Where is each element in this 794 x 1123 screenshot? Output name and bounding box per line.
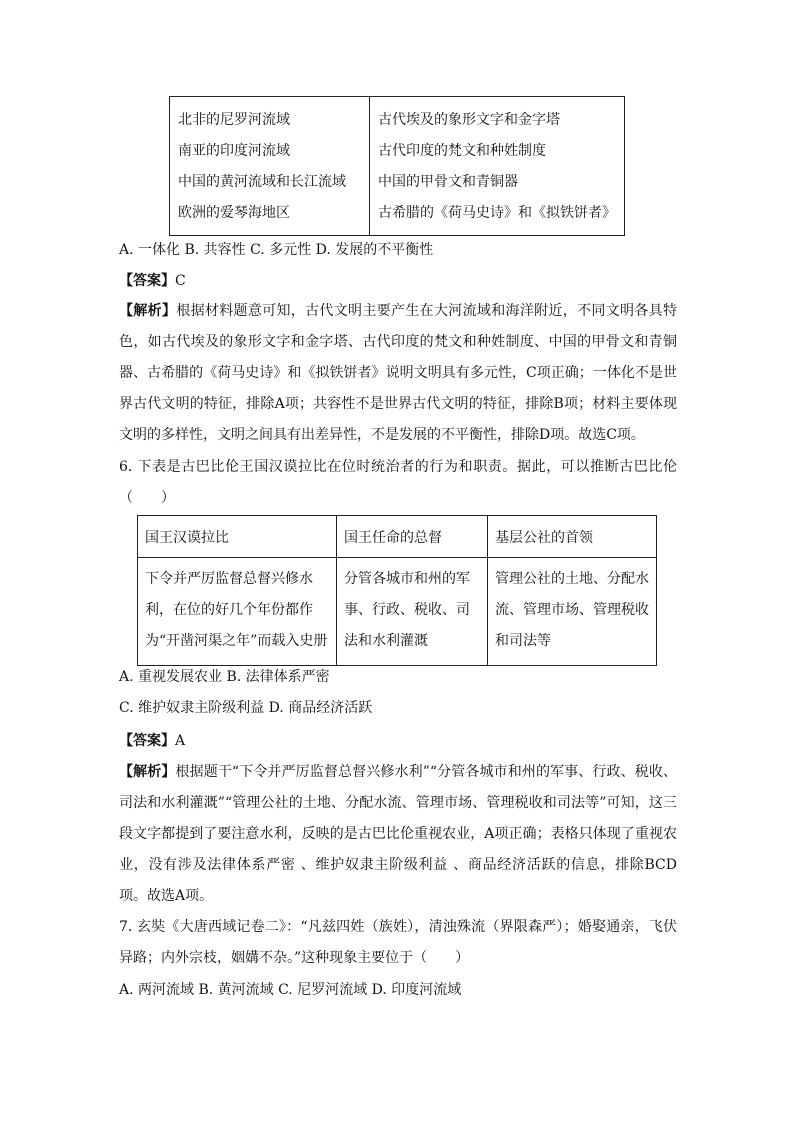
- analysis-tag: 【解析】: [119, 303, 177, 319]
- q6-analysis: [119, 757, 677, 912]
- q6-stem: 6. 下表是古巴比伦王国汉谟拉比在位时统治者的行为和职责。据此，可以推断古巴比伦（ ）: [119, 459, 677, 506]
- q7-options: A. 两河流域 B. 黄河流域 C. 尼罗河流域 D. 印度河流域: [119, 982, 462, 998]
- analysis-tag: 【解析】: [119, 764, 176, 780]
- table-header: 基层公社的首领: [488, 516, 657, 558]
- answer-tag: 【答案】: [119, 273, 175, 289]
- answer-value: C: [175, 273, 186, 289]
- region-cell: 中国的黄河流域和长江流域: [178, 174, 346, 190]
- q5-analysis: [119, 296, 677, 451]
- table-header: 国王汉谟拉比: [138, 516, 337, 558]
- table-cell: 分管各城市和州的军事、行政、税收、司法和水利灌溉: [337, 558, 488, 666]
- q7-stem: 7. 玄奘《大唐西域记卷二》：“凡兹四姓（族姓），清浊殊流（界限森严）；婚娶通亲，飞伏异路；内外宗枝，姻媾不杂。”这种现象主要位于（ ）: [119, 919, 677, 966]
- table-cell: 下令并严厉监督总督兴修水利，在位的好几个年份都作为“开凿河渠之年”而载入史册: [138, 558, 337, 666]
- q6-answer: [119, 731, 185, 751]
- achievement-cell: 古代印度的梵文和种姓制度: [378, 143, 546, 159]
- q5-options: A. 一体化 B. 共容性 C. 多元性 D. 发展的不平衡性: [119, 242, 434, 258]
- region-cell: 南亚的印度河流域: [178, 143, 290, 159]
- region-cell: 欧洲的爱琴海地区: [178, 205, 290, 221]
- regions-column: [170, 97, 370, 236]
- civilization-table: [169, 96, 625, 236]
- q6-options-line1: A. 重视发展农业 B. 法律体系严密: [119, 669, 330, 685]
- analysis-text: 根据材料题意可知，古代文明主要产生在大河流域和海洋附近，不同文明各具特色，如古代埃及的象形文字和金字塔、古代印度的梵文和种姓制度、中国的甲骨文和青铜器、古希腊的《荷马史诗》和《拟铁饼者》说明文明具有多元性，C项正确；一体化不是世界古代文明的特征，排除A项；共容性不是世界古代文明的特征，排除B项；材料主要体现文明的多样性，文明之间具有出差异性，不是发展的不平衡性，排除D项。故选C项。: [119, 303, 678, 443]
- table-header: 国王任命的总督: [337, 516, 488, 558]
- achievement-cell: 中国的甲骨文和青铜器: [378, 174, 518, 190]
- analysis-text: 根据题干“下令并严厉监督总督兴修水利”“分管各城市和州的军事、行政、税收、司法和水利灌溉”“管理公社的土地、分配水流、管理市场、管理税收和司法等”可知，这三段文字都提到了要注意水利，反映的是古巴比伦重视农业，A项正确；表格只体现了重视农业，没有涉及法律体系严密 、维护奴隶主阶级利益 、商品经济活跃的信息，排除BCD项。故选A项。: [119, 764, 677, 904]
- q6-options-line2: C. 维护奴隶主阶级利益 D. 商品经济活跃: [119, 700, 373, 716]
- achievement-cell: 古代埃及的象形文字和金字塔: [378, 112, 560, 128]
- table-cell: 管理公社的土地、分配水流、管理市场、管理税收和司法等: [488, 558, 657, 666]
- babylon-table: [137, 515, 657, 666]
- achievements-column: [370, 97, 625, 236]
- achievement-cell: 古希腊的《荷马史诗》和《拟铁饼者》: [378, 205, 616, 221]
- answer-value: A: [175, 733, 186, 749]
- region-cell: 北非的尼罗河流域: [178, 112, 290, 128]
- q5-answer: [119, 271, 186, 291]
- answer-tag: 【答案】: [119, 733, 175, 749]
